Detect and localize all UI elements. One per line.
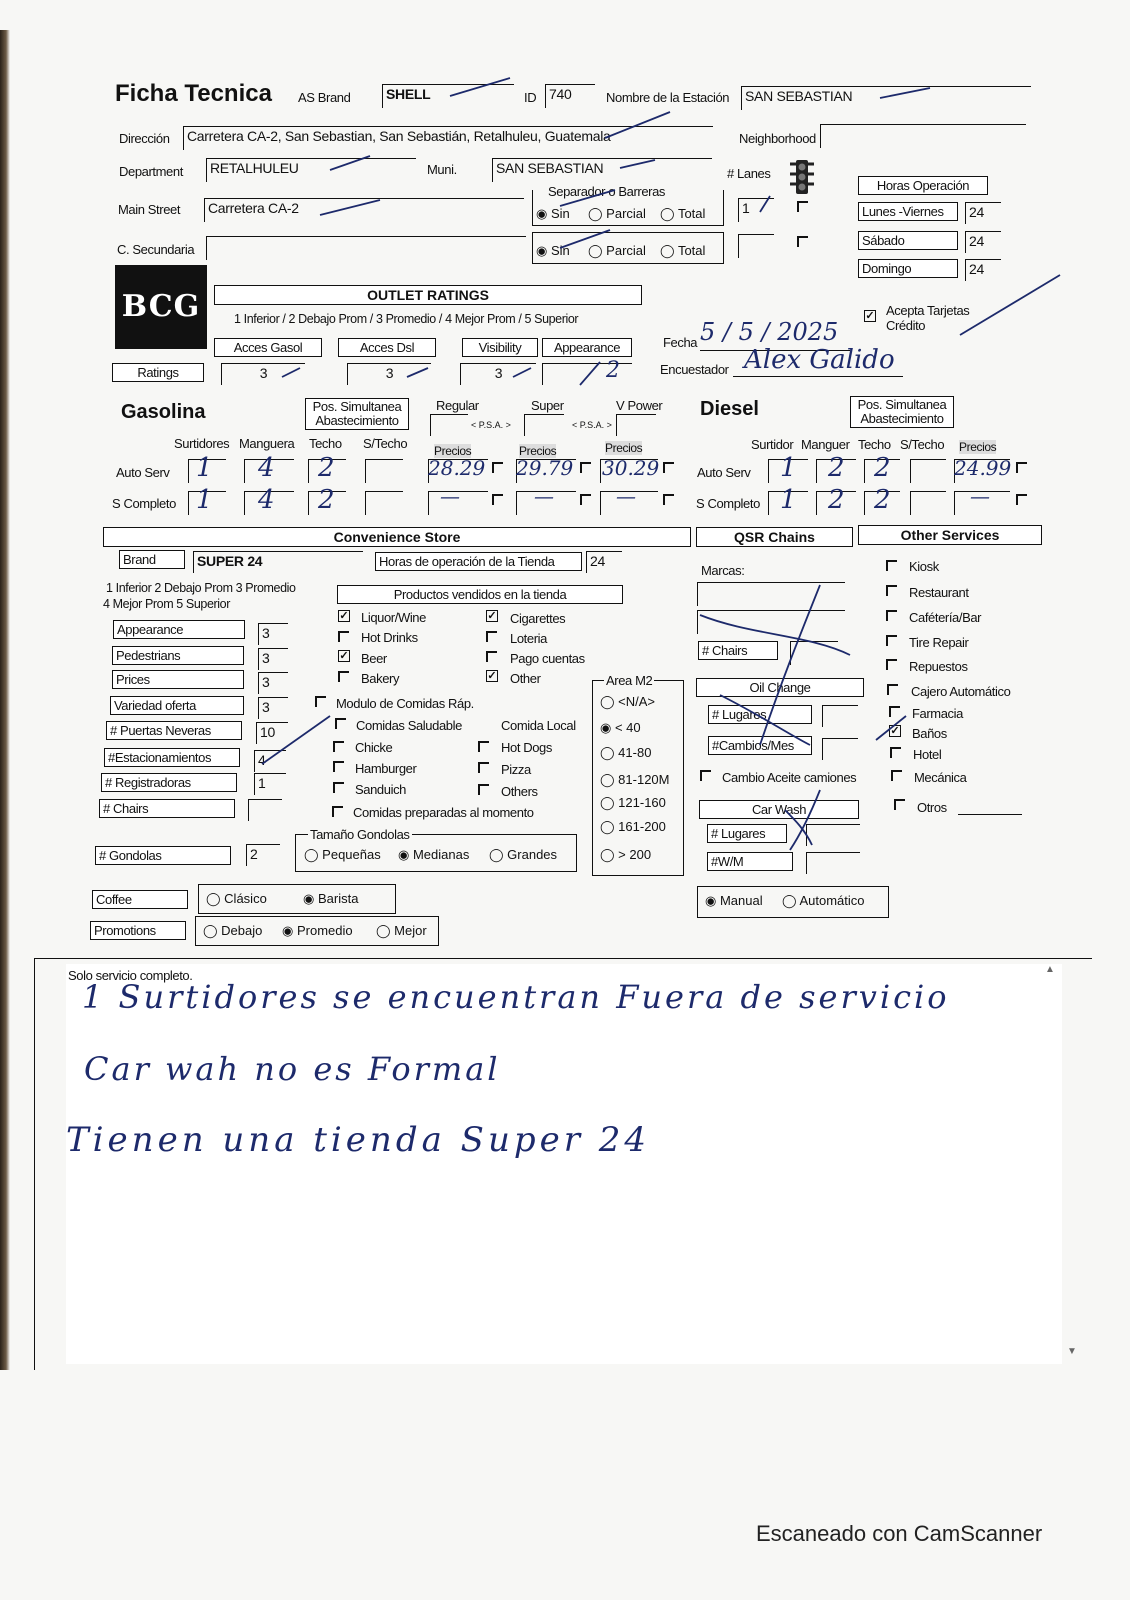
modulo-label: Modulo de Comidas Ráp.: [336, 696, 474, 711]
diesel-autoserv-techo-value: 2: [874, 453, 891, 483]
ratings-scale: 1 Inferior / 2 Debajo Prom / 3 Promedio / 4 Mejor Prom / 5 Superior: [234, 312, 579, 326]
separator-main-parcial[interactable]: ◯ Parcial: [588, 206, 646, 221]
coffee-barista[interactable]: ◉ Barista: [303, 891, 359, 906]
beer-checkbox[interactable]: ✓: [339, 650, 349, 662]
liquor-label: Liquor/Wine: [361, 610, 426, 625]
diesel-scompleto-surtidor-value: 1: [780, 485, 797, 515]
department-field[interactable]: RETALHULEU: [206, 158, 416, 182]
area-gt200[interactable]: ◯ > 200: [600, 847, 652, 862]
gas-row-scompleto-label: S Completo: [112, 496, 176, 511]
bakery-label: Bakery: [361, 671, 400, 686]
diesel-scompleto-price-value: —: [970, 484, 990, 508]
diesel-col-manguer: Manguer: [801, 437, 850, 452]
svc-mecanica-label: Mecánica: [914, 770, 967, 785]
rating-col-acces-gasol: Acces Gasol: [214, 338, 322, 357]
notes-area[interactable]: [66, 964, 1062, 1364]
promotion-promedio[interactable]: ◉ Promedio: [282, 923, 353, 938]
area-121-160[interactable]: ◯ 121-160: [600, 795, 666, 810]
gas-col-surtidores: Surtidores: [174, 436, 230, 451]
chicke-label: Chicke: [355, 740, 393, 755]
secondary-street-label: C. Secundaria: [117, 242, 195, 257]
qsr-chains-title: QSR Chains: [696, 527, 853, 547]
separator-sec-total[interactable]: ◯ Total: [660, 243, 706, 258]
hours-sunday-field[interactable]: 24: [965, 259, 1001, 281]
hours-saturday-label: Sábado: [858, 231, 958, 250]
liquor-checkbox[interactable]: ✓: [339, 610, 349, 622]
gas-autoserv-price-regular-value: 28.29: [428, 456, 486, 480]
rating-col-visibility: Visibility: [462, 338, 538, 357]
brand-field[interactable]: SHELL: [382, 84, 514, 108]
svc-kiosk-label: Kiosk: [909, 559, 939, 574]
convenience-store-title: Convenience Store: [103, 527, 691, 547]
metric-prices-label: Prices: [112, 670, 244, 689]
svc-restaurant-label: Restaurant: [909, 585, 969, 600]
cigarettes-checkbox[interactable]: ✓: [487, 610, 497, 622]
wash-manual[interactable]: ◉ Manual: [705, 893, 763, 908]
store-scale-2: 4 Mejor Prom 5 Superior: [103, 597, 230, 611]
diesel-scompleto-manguer-value: 2: [828, 485, 845, 515]
metric-prices-field[interactable]: 3: [258, 672, 288, 694]
psa-1: < P.S.A. >: [471, 420, 511, 430]
separator-label: Separador o Barreras: [548, 184, 666, 199]
muni-label: Muni.: [427, 162, 457, 177]
metric-estacionamientos-field[interactable]: 4: [254, 750, 286, 772]
encuestador-value: Alex Galido: [744, 345, 895, 375]
comida-local-label: Comida Local: [501, 718, 576, 733]
address-field[interactable]: Carretera CA-2, San Sebastian, San Sebastián, Retalhuleu, Guatemala: [183, 126, 713, 150]
svc-farmacia-label: Farmacia: [912, 706, 963, 721]
area-41-80[interactable]: ◯ 41-80: [600, 745, 652, 760]
vpower-label: V Power: [616, 398, 663, 413]
gas-scompleto-surtidores-value: 1: [196, 485, 213, 515]
separator-sec-sin[interactable]: ◉ Sin: [536, 243, 570, 258]
ratings-row-label: Ratings: [112, 363, 204, 382]
rating-col-appearance: Appearance: [542, 338, 632, 357]
gas-autoserv-surtidores-value: 1: [196, 453, 213, 483]
lanes-main-field[interactable]: 1: [738, 198, 774, 222]
metric-appearance-field[interactable]: 3: [258, 623, 288, 645]
area-161-200[interactable]: ◯ 161-200: [600, 819, 666, 834]
pago-cuentas-label: Pago cuentas: [510, 651, 585, 666]
hot-drinks-label: Hot Drinks: [361, 630, 418, 645]
address-label: Dirección: [119, 131, 170, 146]
gasolina-pos-simultanea: Pos. Simultanea Abastecimiento: [305, 398, 409, 430]
separator-main-sin[interactable]: ◉ Sin: [536, 206, 570, 221]
station-label: Nombre de la Estación: [606, 90, 730, 105]
area-label: Area M2: [606, 673, 653, 688]
comidas-preparadas-label: Comidas preparadas al momento: [353, 805, 534, 820]
hours-weekday-field[interactable]: 24: [965, 202, 1001, 224]
store-scale: 1 Inferior 2 Debajo Prom 3 Promedio: [106, 581, 296, 595]
metric-registradoras-label: # Registradoras: [101, 773, 237, 792]
svc-banos-checkbox[interactable]: ✓: [890, 725, 900, 737]
gondolas-group-label: Tamaño Gondolas: [310, 827, 410, 842]
gas-autoserv-techo-value: 2: [318, 453, 335, 483]
metric-chairs-label: # Chairs: [99, 799, 235, 818]
camscanner-footer: Escaneado con CamScanner: [756, 1521, 1043, 1546]
wash-automatico[interactable]: ◯ Automático: [782, 893, 865, 908]
notes-label: Solo servicio completo.: [68, 968, 193, 983]
svc-repuestos-label: Repuestos: [909, 659, 968, 674]
svc-hotel-label: Hotel: [913, 747, 942, 762]
metric-puertas-label: # Puertas Neveras: [106, 721, 242, 740]
store-brand-label: Brand: [119, 550, 185, 569]
cambio-aceite-label: Cambio Aceite camiones: [722, 770, 857, 785]
gas-precios-1: Precios: [434, 444, 472, 458]
carwash-wm-label: #W/M: [707, 852, 793, 871]
rating-appearance-handwritten: 2: [606, 358, 620, 383]
hours-title: Horas Operación: [858, 176, 988, 195]
metric-variedad-field[interactable]: 3: [258, 697, 288, 719]
separator-sec-parcial[interactable]: ◯ Parcial: [588, 243, 646, 258]
diesel-title: Diesel: [700, 398, 759, 420]
diesel-row-autoserv-label: Auto Serv: [697, 465, 751, 480]
notes-divider: [34, 958, 1092, 959]
other-checkbox[interactable]: ✓: [487, 670, 497, 682]
rating-col-acces-dsl: Acces Dsl: [338, 338, 436, 357]
gas-precios-2: Precios: [519, 444, 557, 458]
gasolina-title: Gasolina: [121, 401, 206, 423]
area-na[interactable]: ◯ <N/A>: [600, 694, 656, 709]
coffee-clasico[interactable]: ◯ Clásico: [206, 891, 267, 906]
rating-acces-gasol-value[interactable]: 3: [221, 363, 305, 385]
gas-autoserv-price-super-value: 29.79: [516, 456, 574, 480]
beer-label: Beer: [361, 651, 387, 666]
diesel-autoserv-surtidor-value: 1: [780, 453, 797, 483]
cigarettes-label: Cigarettes: [510, 611, 566, 626]
metric-appearance-label: Appearance: [113, 620, 245, 639]
metric-gondolas-field[interactable]: 2: [246, 844, 280, 866]
products-title: Productos vendidos en la tienda: [337, 585, 623, 604]
diesel-col-techo: Techo: [858, 437, 891, 452]
diesel-autoserv-manguer-value: 2: [828, 453, 845, 483]
gas-precios-3: Precios: [605, 441, 643, 455]
station-field[interactable]: SAN SEBASTIAN: [741, 86, 1031, 110]
loteria-label: Loteria: [510, 631, 547, 646]
store-hours-label: Horas de operación de la Tienda: [375, 552, 582, 571]
id-field[interactable]: 740: [545, 84, 595, 108]
svc-tire-label: Tire Repair: [909, 635, 969, 650]
diesel-autoserv-price-value: 24.99: [954, 456, 1012, 480]
hours-weekday-label: Lunes -Viernes: [858, 202, 958, 221]
neighborhood-label: Neighborhood: [739, 131, 816, 146]
svc-cafeteria-label: Cafétería/Bar: [909, 610, 982, 625]
psa-2: < P.S.A. >: [572, 420, 612, 430]
other-label: Other: [510, 671, 541, 686]
qsr-chairs-label: # Chairs: [698, 641, 778, 660]
metric-pedestrians-label: Pedestrians: [112, 646, 244, 665]
qsr-marcas-label: Marcas:: [701, 563, 745, 578]
outlet-ratings-title: OUTLET RATINGS: [214, 285, 642, 305]
sanduich-label: Sanduich: [355, 782, 407, 797]
area-81-120[interactable]: ◯ 81-120M: [600, 772, 670, 787]
metric-pedestrians-field[interactable]: 3: [258, 648, 288, 670]
scroll-down-icon[interactable]: ▼: [1067, 1346, 1077, 1357]
main-street-field[interactable]: Carretera CA-2: [204, 198, 524, 222]
comidas-saludable-label: Comidas Saludable: [356, 718, 462, 733]
metric-variedad-label: Variedad oferta: [110, 696, 244, 715]
gas-scompleto-price-vpower-value: —: [616, 484, 636, 508]
gas-col-techo: Techo: [309, 436, 342, 451]
promotions-label: Promotions: [90, 921, 186, 940]
svc-otros-label: Otros: [917, 800, 947, 815]
gas-autoserv-price-vpower-value: 30.29: [602, 456, 660, 480]
store-hours-field[interactable]: 24: [586, 551, 622, 573]
gas-row-autoserv-label: Auto Serv: [116, 465, 170, 480]
hours-saturday-field[interactable]: 24: [965, 231, 1001, 253]
main-street-label: Main Street: [118, 202, 181, 217]
hot-dogs-label: Hot Dogs: [501, 740, 552, 755]
diesel-col-precios: Precios: [959, 440, 997, 454]
pizza-label: Pizza: [501, 762, 531, 777]
gondola-medianas[interactable]: ◉ Medianas: [398, 847, 470, 862]
notes-left-border: [34, 958, 35, 1370]
svc-cajero-label: Cajero Automático: [911, 684, 1011, 699]
notes-line-3: Tienen una tienda Super 24: [66, 1120, 651, 1160]
metric-estacionamientos-label: #Estacionamientos: [104, 748, 240, 767]
form-title: Ficha Tecnica: [115, 80, 272, 107]
accept-cards-checkbox[interactable]: ✓: [865, 310, 875, 322]
carwash-lugares-label: # Lugares: [707, 824, 787, 843]
gas-scompleto-techo-value: 2: [318, 485, 335, 515]
accept-cards-label: Acepta Tarjetas Crédito: [886, 303, 970, 333]
lanes-label: # Lanes: [727, 166, 771, 181]
regular-label: Regular: [436, 398, 479, 413]
others-label: Others: [501, 784, 538, 799]
oil-change-title: Oil Change: [696, 678, 864, 697]
diesel-col-stecho: S/Techo: [900, 437, 945, 452]
area-lt40[interactable]: ◉ < 40: [600, 720, 641, 735]
oil-lugares-label: # Lugares: [708, 705, 812, 724]
notes-line-2: Car wah no es Formal: [84, 1050, 501, 1088]
metric-registradoras-field[interactable]: 1: [254, 773, 286, 795]
hamburger-label: Hamburger: [355, 761, 417, 776]
encuestador-label: Encuestador: [660, 362, 729, 377]
id-label: ID: [524, 90, 537, 105]
diesel-pos-simultanea: Pos. Simultanea Abastecimiento: [850, 396, 954, 428]
car-wash-title: Car Wash: [699, 800, 859, 819]
diesel-col-surtidor: Surtidor: [751, 437, 794, 452]
rating-visibility-value[interactable]: 3: [460, 363, 536, 385]
other-services-title: Other Services: [858, 525, 1042, 545]
separator-main-total[interactable]: ◯ Total: [660, 206, 706, 221]
notes-line-1: 1 Surtidores se encuentran Fuera de servicio: [82, 978, 950, 1016]
diesel-scompleto-techo-value: 2: [874, 485, 891, 515]
fecha-label: Fecha: [663, 335, 698, 350]
brand-label: AS Brand: [298, 90, 351, 105]
fecha-value: 5 / 5 / 2025: [700, 318, 839, 346]
coffee-label: Coffee: [92, 890, 188, 909]
gondola-grandes[interactable]: ◯ Grandes: [489, 847, 558, 862]
bcg-logo: BCG: [115, 265, 207, 349]
muni-field[interactable]: SAN SEBASTIAN: [492, 158, 712, 182]
gas-col-stecho: S/Techo: [363, 436, 408, 451]
gas-scompleto-manguera-value: 4: [258, 485, 275, 515]
diesel-row-scompleto-label: S Completo: [696, 496, 760, 511]
super-label: Super: [531, 398, 564, 413]
svc-banos-label: Baños: [912, 726, 947, 741]
promotion-mejor[interactable]: ◯ Mejor: [376, 923, 427, 938]
gas-scompleto-price-regular-value: —: [440, 484, 460, 508]
metric-gondolas-label: # Gondolas: [95, 846, 231, 865]
department-label: Department: [119, 164, 183, 179]
promotion-debajo[interactable]: ◯ Debajo: [203, 923, 263, 938]
store-brand-field[interactable]: SUPER 24: [193, 551, 363, 573]
scroll-up-icon[interactable]: ▲: [1045, 964, 1055, 975]
gondola-pequenas[interactable]: ◯ Pequeñas: [304, 847, 381, 862]
gas-scompleto-price-super-value: —: [534, 484, 554, 508]
rating-acces-dsl-value[interactable]: 3: [347, 363, 431, 385]
metric-puertas-field[interactable]: 10: [256, 722, 288, 744]
oil-cambios-label: #Cambios/Mes: [708, 736, 812, 755]
gas-autoserv-manguera-value: 4: [258, 453, 275, 483]
gas-col-manguera: Manguera: [239, 436, 295, 451]
hours-sunday-label: Domingo: [858, 259, 958, 278]
